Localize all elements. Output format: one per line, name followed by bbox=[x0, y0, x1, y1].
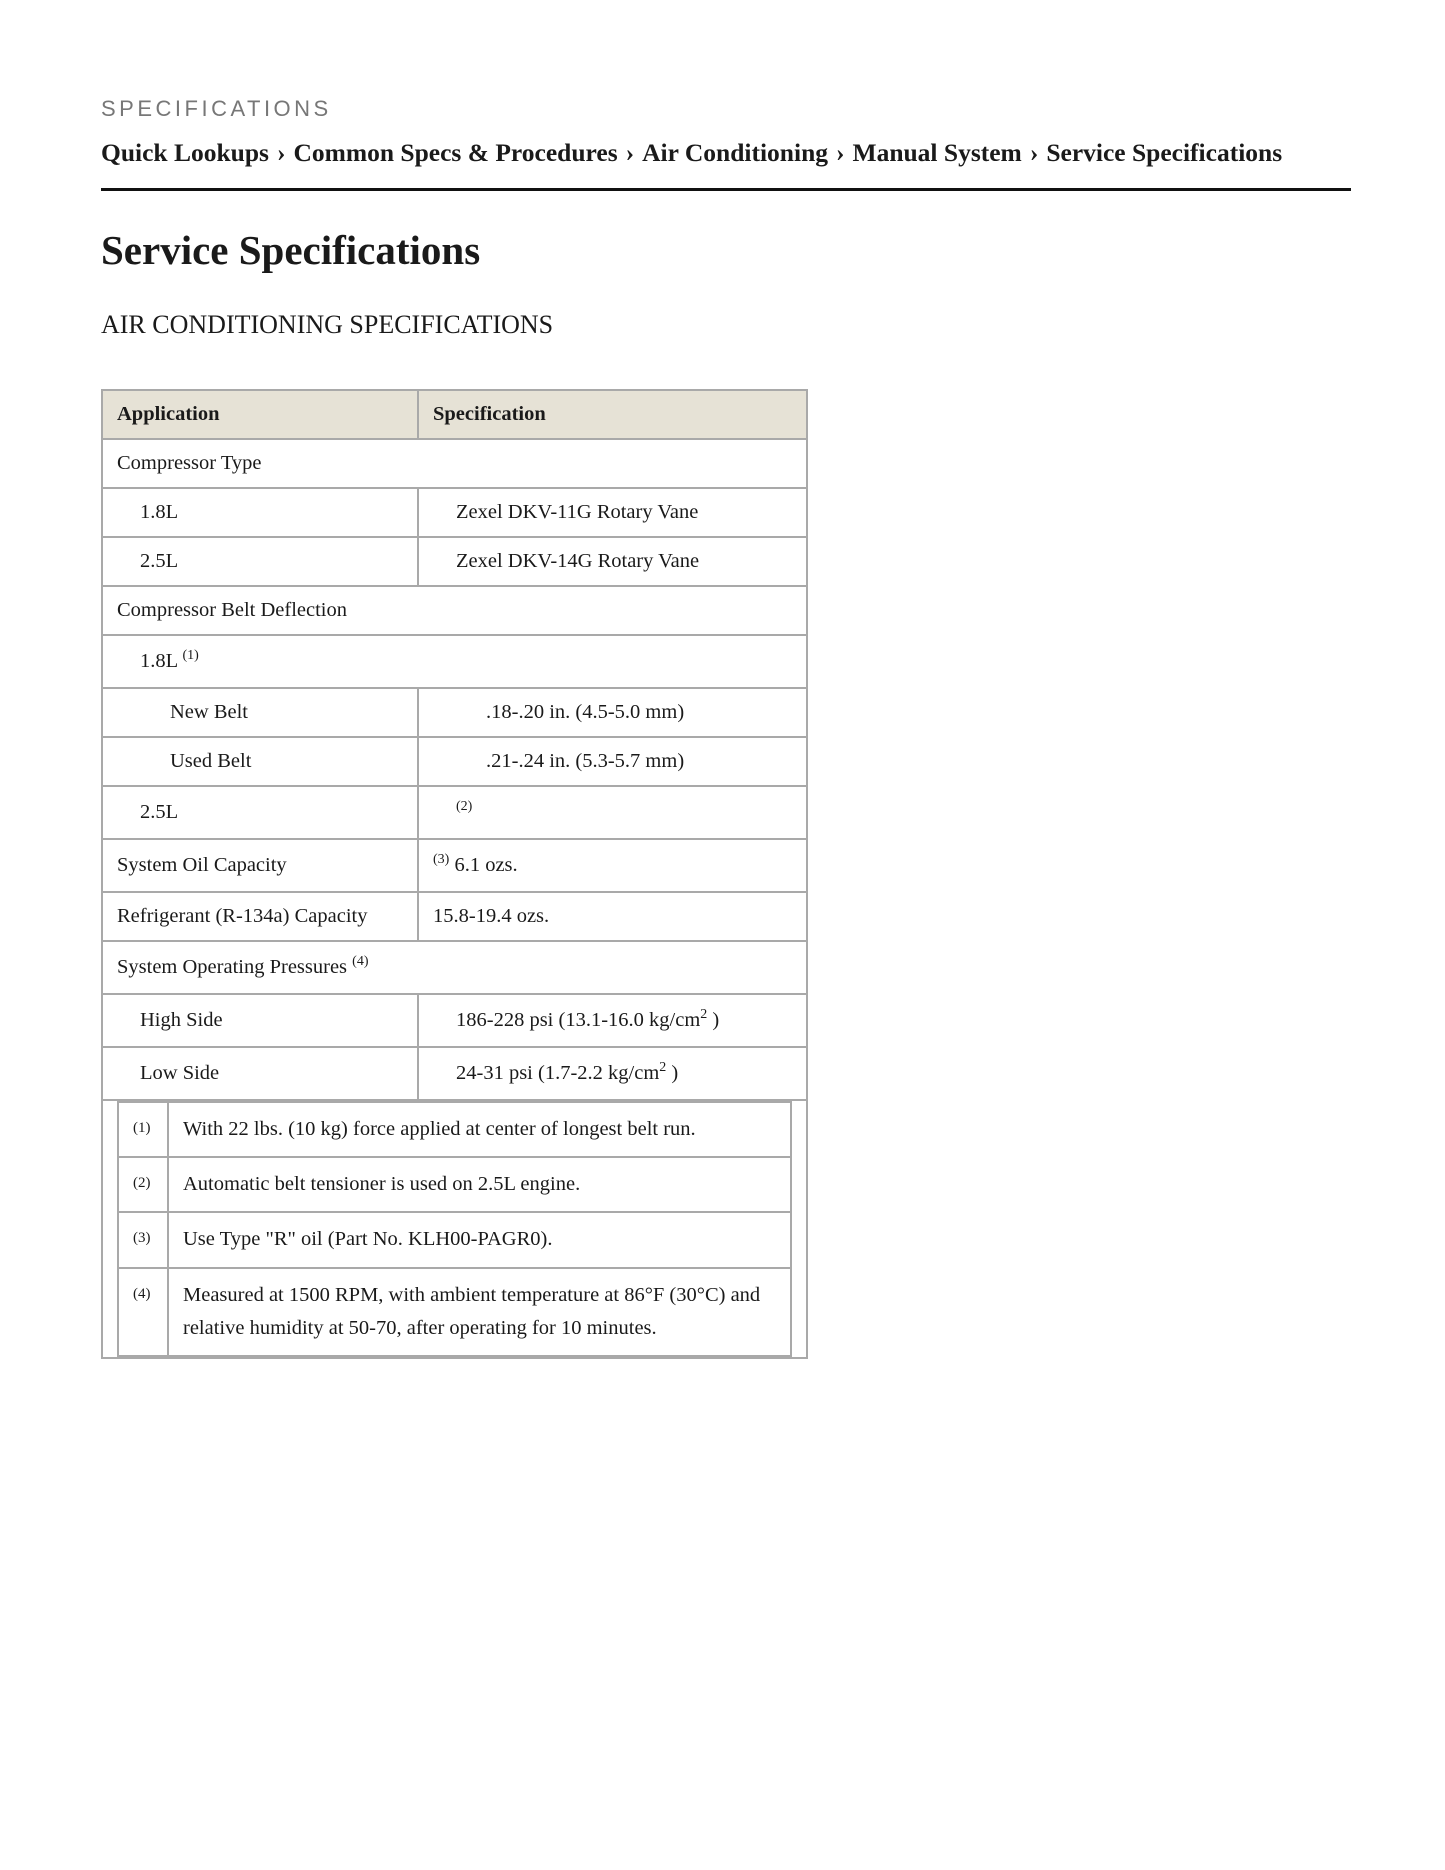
breadcrumb-separator: › bbox=[1029, 138, 1039, 167]
application-cell: 2.5L bbox=[102, 537, 418, 586]
section-subtitle: AIR CONDITIONING SPECIFICATIONS bbox=[101, 310, 554, 339]
specification-cell: .18-.20 in. (4.5-5.0 mm) bbox=[418, 688, 807, 737]
section-label: SPECIFICATIONS bbox=[101, 96, 332, 121]
table-row bbox=[102, 586, 807, 635]
column-header-specification: Specification bbox=[418, 390, 807, 439]
footnote-number: (2) bbox=[118, 1157, 168, 1212]
footnote-ref[interactable]: (4) bbox=[352, 954, 369, 970]
table-row bbox=[102, 892, 807, 941]
application-cell: 1.8L bbox=[102, 488, 418, 537]
footnote-row bbox=[118, 1102, 791, 1157]
footnote-row bbox=[118, 1268, 791, 1356]
specification-cell: 186-228 psi (13.1-16.0 $kg/cm^2$ ) bbox=[418, 994, 807, 1047]
footnotes-row bbox=[102, 1100, 807, 1358]
footnote-row bbox=[118, 1212, 791, 1267]
table-row bbox=[102, 786, 807, 839]
breadcrumb-item-service-specifications: Service Specifications bbox=[1046, 138, 1283, 167]
table-row bbox=[102, 737, 807, 786]
page-title: Service Specifications bbox=[101, 227, 481, 273]
application-cell: Low Side bbox=[102, 1047, 418, 1100]
table-row bbox=[102, 839, 807, 892]
footnotes-cell bbox=[102, 1100, 807, 1358]
group-label-belt-deflection: Compressor Belt Deflection bbox=[102, 586, 807, 635]
application-cell: System Oil Capacity bbox=[102, 839, 418, 892]
specifications-table bbox=[101, 389, 808, 1359]
table-row bbox=[102, 439, 807, 488]
footnote-text: Automatic belt tensioner is used on 2.5L engine. bbox=[168, 1157, 791, 1212]
breadcrumb-separator: › bbox=[276, 138, 286, 167]
application-cell: Refrigerant (R-134a) Capacity bbox=[102, 892, 418, 941]
application-cell: Used Belt bbox=[102, 737, 418, 786]
table-row bbox=[102, 941, 807, 994]
specification-cell: Zexel DKV-14G Rotary Vane bbox=[418, 537, 807, 586]
footnote-text: Measured at 1500 RPM, with ambient temperature at 86°F (30°C) and relative humidity at 50-70, after operating for 10 minutes. bbox=[168, 1268, 791, 1356]
footnote-ref[interactable]: (3) bbox=[433, 852, 450, 868]
group-label-operating-pressures: System Operating Pressures $^{(4)}$ bbox=[102, 941, 807, 994]
subgroup-label-1-8l: 1.8L $^{(1)}$ bbox=[102, 635, 807, 688]
footnote-ref[interactable]: (1) bbox=[182, 648, 199, 664]
column-header-application: Application bbox=[102, 390, 418, 439]
specification-cell bbox=[418, 786, 807, 839]
table-row bbox=[102, 488, 807, 537]
table-row bbox=[102, 1047, 807, 1100]
breadcrumb-item-common-specs[interactable]: Common Specs & Procedures bbox=[293, 138, 618, 167]
header-divider bbox=[101, 188, 1351, 191]
table-row bbox=[102, 537, 807, 586]
breadcrumb bbox=[101, 138, 1351, 168]
footnote-text: Use Type "R" oil (Part No. KLH00-PAGR0). bbox=[168, 1212, 791, 1267]
breadcrumb-item-manual-system[interactable]: Manual System bbox=[852, 138, 1022, 167]
breadcrumb-separator: › bbox=[625, 138, 635, 167]
breadcrumb-item-air-conditioning[interactable]: Air Conditioning bbox=[642, 138, 828, 167]
application-cell: 2.5L bbox=[102, 786, 418, 839]
breadcrumb-separator: › bbox=[836, 138, 845, 167]
group-label-compressor-type: Compressor Type bbox=[102, 439, 807, 488]
table-row bbox=[102, 635, 807, 688]
footnote-number: (4) bbox=[118, 1268, 168, 1356]
footnote-text: With 22 lbs. (10 kg) force applied at center of longest belt run. bbox=[168, 1102, 791, 1157]
footnote-number: (1) bbox=[118, 1102, 168, 1157]
specification-cell: 24-31 psi (1.7-2.2 $kg/cm^2$ ) bbox=[418, 1047, 807, 1100]
application-cell: High Side bbox=[102, 994, 418, 1047]
specification-cell: $^{(3)}$ 6.1 ozs. bbox=[418, 839, 807, 892]
footnote-ref[interactable]: (2) bbox=[456, 799, 473, 815]
table-row bbox=[102, 994, 807, 1047]
table-header-row bbox=[102, 390, 807, 439]
footnotes-table bbox=[117, 1101, 792, 1357]
specification-cell: 15.8-19.4 ozs. bbox=[418, 892, 807, 941]
footnote-row bbox=[118, 1157, 791, 1212]
specification-cell: .21-.24 in. (5.3-5.7 mm) bbox=[418, 737, 807, 786]
footnote-number: (3) bbox=[118, 1212, 168, 1267]
application-cell: New Belt bbox=[102, 688, 418, 737]
table-row bbox=[102, 688, 807, 737]
breadcrumb-item-quick-lookups[interactable]: Quick Lookups bbox=[101, 138, 269, 167]
specification-cell: Zexel DKV-11G Rotary Vane bbox=[418, 488, 807, 537]
